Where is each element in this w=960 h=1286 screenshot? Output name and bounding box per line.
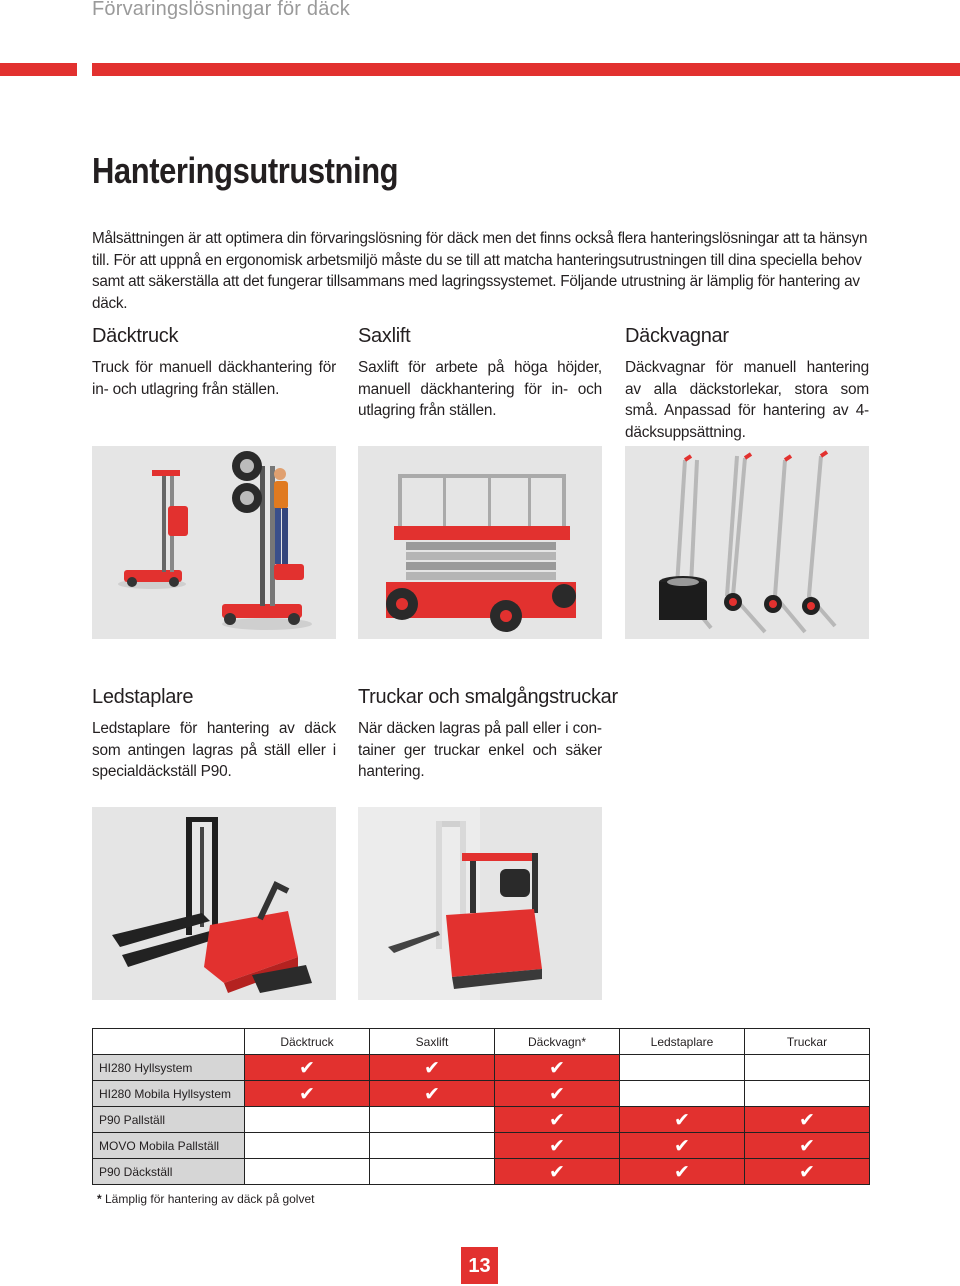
section-dackvagnar — [625, 325, 869, 443]
table-cell-checked — [245, 1081, 370, 1107]
table-row — [93, 1055, 870, 1081]
check-icon: ✔ — [549, 1082, 565, 1105]
table-cell-empty — [245, 1159, 370, 1185]
table-cell-empty — [370, 1159, 495, 1185]
check-icon: ✔ — [674, 1160, 690, 1183]
row-label: P90 Pallställ — [93, 1107, 245, 1133]
check-icon: ✔ — [674, 1108, 690, 1131]
table-cell-checked — [495, 1159, 620, 1185]
row-label: HI280 Hyllsystem — [93, 1055, 245, 1081]
column-header: Ledstaplare — [620, 1029, 745, 1055]
compatibility-table — [92, 1028, 870, 1185]
check-icon: ✔ — [299, 1082, 315, 1105]
table-cell-empty — [745, 1081, 870, 1107]
table-row — [93, 1081, 870, 1107]
table-cell-empty — [745, 1055, 870, 1081]
section-title: Saxlift — [358, 325, 411, 347]
table-cell-empty — [370, 1107, 495, 1133]
section-title: Däcktruck — [92, 325, 179, 347]
page-title: Hanteringsutrustning — [92, 150, 399, 191]
row-label: HI280 Mobila Hyllsystem — [93, 1081, 245, 1107]
footnote-mark: * — [97, 1192, 102, 1206]
page-number: 13 — [461, 1247, 498, 1284]
table-cell-empty — [620, 1055, 745, 1081]
table-header-row — [93, 1029, 870, 1055]
column-header: Däcktruck — [245, 1029, 370, 1055]
table-cell-checked — [370, 1055, 495, 1081]
table-cell-empty — [245, 1133, 370, 1159]
section-saxlift — [358, 325, 602, 422]
check-icon: ✔ — [549, 1056, 565, 1079]
column-header: Truckar — [745, 1029, 870, 1055]
footnote — [97, 1192, 314, 1206]
footnote-text: Lämplig för hantering av däck på golvet — [101, 1192, 315, 1206]
section-title: Ledstaplare — [92, 686, 194, 708]
section-text: Ledstaplare för hantering av däck som antingen lagras på ställ eller i specialdäckställ P90. — [92, 720, 336, 780]
section-ledstaplare — [92, 686, 336, 783]
table-cell-checked — [495, 1107, 620, 1133]
column-header: Däckvagn* — [495, 1029, 620, 1055]
section-title: Truckar och smalgångstruckar — [358, 686, 618, 708]
header-title: Förvaringslösningar för däck — [92, 0, 350, 20]
table-cell-empty — [620, 1081, 745, 1107]
section-text: Saxlift för arbete på höga höjder, manuell däckhantering för in- och utlagring från ställen. — [358, 359, 602, 419]
table-cell-checked — [245, 1055, 370, 1081]
check-icon: ✔ — [549, 1108, 565, 1131]
table-cell-checked — [745, 1107, 870, 1133]
table-body — [93, 1055, 870, 1185]
table-cell-checked — [620, 1133, 745, 1159]
table-cell-empty — [245, 1107, 370, 1133]
check-icon: ✔ — [424, 1056, 440, 1079]
table-row — [93, 1107, 870, 1133]
check-icon: ✔ — [799, 1108, 815, 1131]
table-cell-checked — [620, 1107, 745, 1133]
table-cell-checked — [495, 1081, 620, 1107]
table-cell-checked — [620, 1159, 745, 1185]
section-text: Däckvagnar för manuell hantering av alla däckstorlekar, stora som små. Anpassad för hantering av 4-däcksuppsättning. — [625, 359, 869, 441]
table-row — [93, 1159, 870, 1185]
check-icon: ✔ — [799, 1160, 815, 1183]
table-cell-checked — [495, 1133, 620, 1159]
column-header: Saxlift — [370, 1029, 495, 1055]
table-header-corner — [93, 1029, 245, 1055]
table-row — [93, 1133, 870, 1159]
check-icon: ✔ — [299, 1056, 315, 1079]
photo-truckar — [358, 807, 602, 1000]
photo-ledstaplare — [92, 807, 336, 1000]
table-cell-checked — [745, 1133, 870, 1159]
check-icon: ✔ — [674, 1134, 690, 1157]
section-title: Däckvagnar — [625, 325, 729, 347]
header-red-bar-right — [92, 63, 960, 76]
check-icon: ✔ — [549, 1134, 565, 1157]
table-cell-empty — [370, 1133, 495, 1159]
check-icon: ✔ — [424, 1082, 440, 1105]
header-red-bar-left — [0, 63, 77, 76]
photo-dackvagnar — [625, 446, 869, 639]
table-cell-checked — [745, 1159, 870, 1185]
check-icon: ✔ — [799, 1134, 815, 1157]
table-cell-checked — [495, 1055, 620, 1081]
section-text: När däcken lagras på pall eller i container ger truckar enkel och säker hantering. — [358, 720, 602, 780]
check-icon: ✔ — [549, 1160, 565, 1183]
section-dacktruck — [92, 325, 336, 400]
section-truckar — [358, 686, 618, 783]
intro-paragraph: Målsättningen är att optimera din förvaringslösning för däck men det finns också flera hanteringslösningar att ta hänsyn till. För att uppnå en ergonomisk arbetsmiljö måste du se till att matcha hanteringsutrustningen till dina speciella behov samt att säkerställa att det fungerar tillsammans med lagringssystemet. Följande utrustning är lämplig för hantering av däck. — [92, 230, 868, 312]
section-text: Truck för manuell däckhantering för in- och utlagring från ställen. — [92, 359, 336, 398]
photo-dacktruck — [92, 446, 336, 639]
row-label: P90 Däckställ — [93, 1159, 245, 1185]
row-label: MOVO Mobila Pallställ — [93, 1133, 245, 1159]
photo-saxlift — [358, 446, 602, 639]
table-cell-checked — [370, 1081, 495, 1107]
